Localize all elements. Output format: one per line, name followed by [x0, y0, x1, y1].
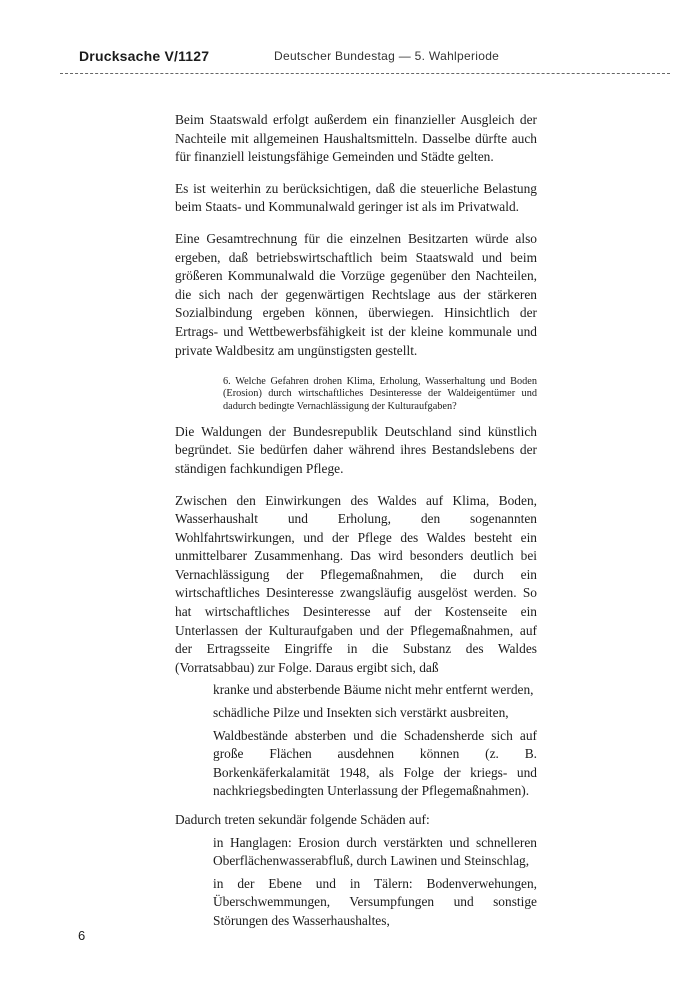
document-number: Drucksache V/1127 [79, 48, 210, 64]
paragraph: Dadurch treten sekundär folgende Schäden auf: [175, 812, 430, 828]
damage-list [213, 834, 537, 931]
page-number: 6 [78, 928, 86, 943]
list-item: schädliche Pilze und Insekten sich verstärkt ausbreiten, [213, 705, 509, 721]
list-item: kranke und absterbende Bäume nicht mehr entfernt werden, [213, 682, 534, 698]
paragraph: Beim Staatswald erfolgt außerdem ein finanzieller Ausgleich der Nachteile mit allgemeinen Haushaltsmitteln. Dasselbe dürfte auch für finanziell leistungsfähige Gemeinden und Städte gelten. [175, 112, 537, 165]
list-item: in der Ebene und in Tälern: Bodenverwehungen, Überschwemmungen, Versumpfungen und sonstige Störungen des Wasserhaushaltes, [213, 875, 537, 928]
header-divider [60, 73, 670, 74]
paragraph: Es ist weiterhin zu berücksichtigen, daß die steuerliche Belastung beim Staats- und Kommunalwald geringer ist als im Privatwald. [175, 180, 537, 215]
page-header [79, 48, 669, 70]
question-text: 6. Welche Gefahren drohen Klima, Erholung, Wasserhaltung und Boden (Erosion) durch wirtschaftliches Desinteresse der Waldeigentümer und dadurch bedingte Vernachlässigung der Kulturaufgaben? [223, 376, 537, 412]
list-item: Waldbestände absterben und die Schadensherde sich auf große Flächen ausdehnen können (z. B. Borkenkäferkalamität 1948, als Folge der kriegs- und nachkriegsbedingten Unterlassung der Pflegemaßnahmen). [213, 727, 537, 799]
header-title: Deutscher Bundestag — 5. Wahlperiode [274, 49, 500, 63]
paragraph: Eine Gesamtrechnung für die einzelnen Besitzarten würde also ergeben, daß betriebswirtschaftlich beim Staatswald und beim größeren Kommunalwald die Vorzüge gegenüber den Nachteilen, die sich nach der gegenwärtigen Rechtslage aus der stärkeren Sozialbindung ergeben können, überwiegen. Hinsichtlich der Ertrags- und Wettbewerbsfähigkeit ist der kleine kommunale und private Waldbesitz am ungünstigsten gestellt. [175, 230, 537, 358]
consequence-list [213, 681, 537, 801]
main-text [175, 111, 537, 941]
paragraph: Die Waldungen der Bundesrepublik Deutschland sind künstlich begründet. Sie bedürfen daher während ihres Bestandslebens der ständigen fachkundigen Pflege. [175, 423, 537, 476]
paragraph: Zwischen den Einwirkungen des Waldes auf Klima, Boden, Wasserhaushalt und Erholung, den sogenannten Wohlfahrtswirkungen, und der Pflege des Waldes besteht ein unmittelbarer Zusammenhang. Das wird besonders deutlich bei Vernachlässigung der Pflegemaßnahmen, die durch ein wirtschaftliches Desinteresse zwangsläufig ausgelöst werden. So hat wirtschaftliches Desinteresse auf der Kostenseite ein Unterlassen der Kulturaufgaben und der Pflegemaßnahmen, auf der Ertragsseite Eingriffe in die Substanz des Waldes (Vorratsabbau) zur Folge. Daraus ergibt sich, daß [175, 492, 537, 675]
list-item: in Hanglagen: Erosion durch verstärkten und schnelleren Oberflächenwasserabfluß, durch Lawinen und Steinschlag, [213, 834, 537, 869]
